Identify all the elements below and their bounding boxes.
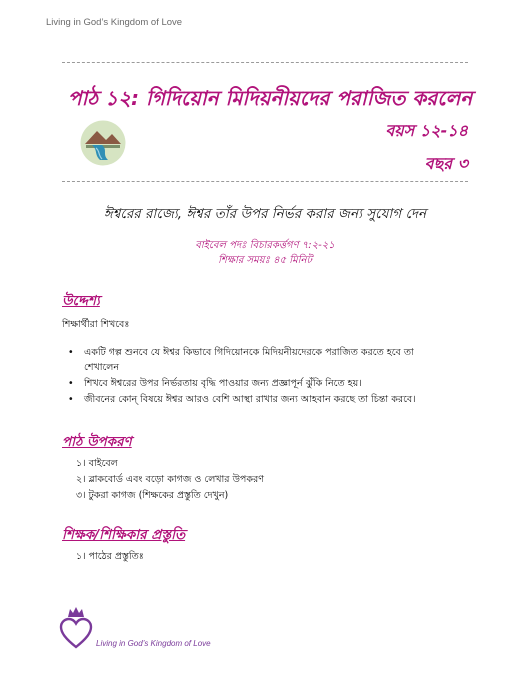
year-label: বছর ৩ xyxy=(424,154,468,173)
objective-text: শেখালেন xyxy=(84,362,120,373)
materials-list xyxy=(76,456,264,504)
list-item: ১। বাইবেল xyxy=(76,458,118,469)
list-item: ২। ব্লাকবোর্ড এবং বড়ো কাগজ ও লেখার উপকরণ xyxy=(76,474,264,485)
age-range: বয়স ১২-১৪ xyxy=(385,121,468,140)
preparation-list xyxy=(76,549,144,565)
preparation-heading: শিক্ষক/শিক্ষিকার প্রস্তুতি xyxy=(62,527,186,543)
running-header: Living in God’s Kingdom of Love xyxy=(46,17,183,28)
list-item: • জীবনের কোন্ বিষয়ে ঈশ্বর আরও বেশি আস্থা রাখার জন্য আহবান করছে তা চিন্তা করবে। xyxy=(68,394,416,405)
lesson-theme: ঈশ্বরের রাজ্যে, ঈশ্বর তাঁর উপর নির্ভর করার জন্য সুযোগ দেন xyxy=(103,206,427,222)
list-item: ৩। টুকরা কাগজ (শিক্ষকের প্রস্তুতি দেখুন) xyxy=(76,490,229,501)
objective-text: জীবনের কোন্ বিষয়ে ঈশ্বর আরও বেশি আস্থা রাখার জন্য আহবান করছে তা চিন্তা করবে। xyxy=(84,394,416,405)
objectives-intro: শিক্ষার্থীরা শিখবেঃ xyxy=(62,319,130,330)
list-item: ১। পাঠের প্রস্তুতিঃ xyxy=(76,551,144,562)
objectives-list xyxy=(62,345,472,408)
crown-heart-logo xyxy=(58,605,94,651)
objectives-heading: উদ্দেশ্য xyxy=(62,293,100,309)
objective-text: একটি গল্প শুনবে যে ঈশ্বর কিভাবে গিদিয়োনকে মিদিয়নীয়দেরকে পরাজিত করতে হবে তা xyxy=(84,347,414,358)
mountain-stream-icon xyxy=(80,120,126,166)
lesson-title: পাঠ ১২: গিদিয়োন মিদিয়নীয়দের পরাজিত করলেন xyxy=(68,86,473,110)
materials-heading: পাঠ উপকরণ xyxy=(62,434,132,450)
header-bottom-divider xyxy=(62,181,468,182)
lesson-duration: শিক্ষার সময়ঃ ৪৫ মিনিট xyxy=(218,255,312,266)
objective-text: শিখবে ঈশ্বরের উপর নির্ভরতায় বৃদ্ধি পাওয়ার জন্য প্রজ্ঞাপূর্ন ঝুঁকি নিতে হয়। xyxy=(84,378,362,389)
list-item: • শিখবে ঈশ্বরের উপর নির্ভরতায় বৃদ্ধি পাওয়ার জন্য প্রজ্ঞাপূর্ন ঝুঁকি নিতে হয়। xyxy=(68,378,362,389)
list-item: • একটি গল্প শুনবে যে ঈশ্বর কিভাবে গিদিয়োনকে মিদিয়নীয়দেরকে পরাজিত করতে হবে তা xyxy=(68,347,414,358)
top-divider xyxy=(62,62,468,63)
list-item xyxy=(62,360,472,375)
footer-brand: Living in God’s Kingdom of Love xyxy=(96,639,211,648)
scripture-reference: বাইবেল পদঃ বিচারকর্ত্তগণ ৭:২-২১ xyxy=(195,240,335,251)
